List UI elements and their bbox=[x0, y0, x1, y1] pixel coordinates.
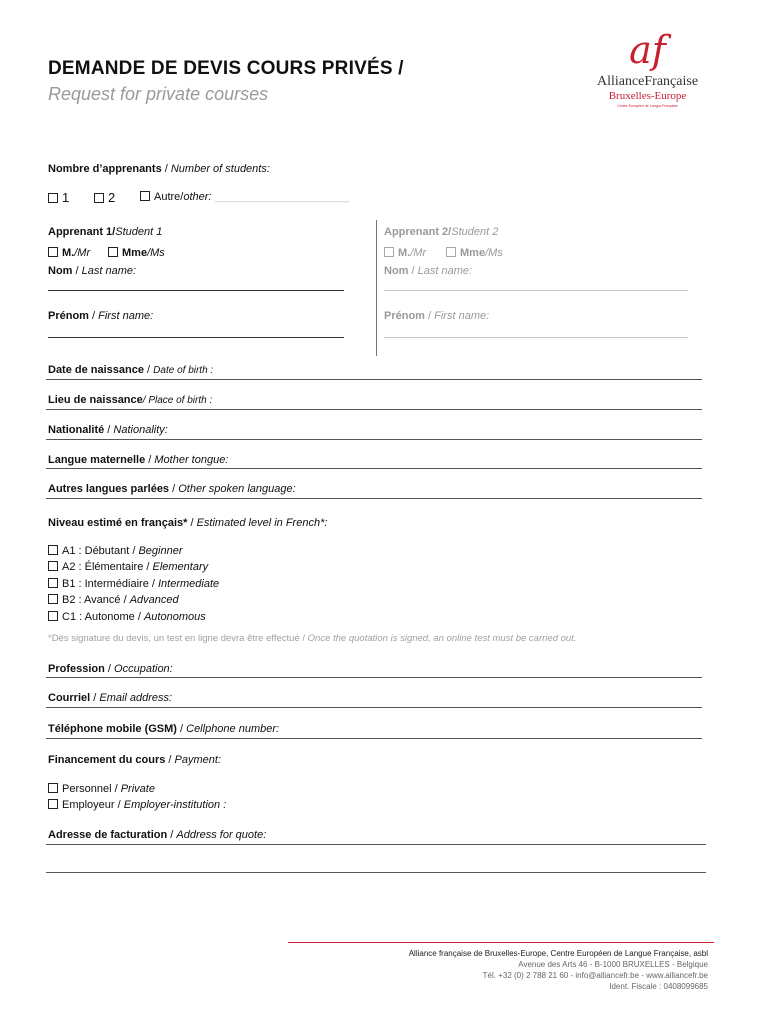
billing-address-field-2[interactable] bbox=[46, 872, 706, 873]
level-option-b1[interactable]: B1 : Intermédiaire / Intermediate bbox=[48, 578, 219, 590]
student2-mme-option[interactable]: Mme/Ms bbox=[446, 247, 503, 259]
level-label: Niveau estimé en français* / Estimated level in French*: bbox=[48, 517, 328, 529]
logo-tagline: Centre Européen de Langue Française bbox=[617, 104, 678, 108]
phone-label: Téléphone mobile (GSM) / Cellphone number: bbox=[48, 723, 280, 735]
student2-lastname-label: Nom / Last name: bbox=[384, 265, 473, 277]
student1-heading: Apprenant 1/Student 1 bbox=[48, 226, 163, 238]
profession-label: Profession / Occupation: bbox=[48, 663, 173, 675]
checkbox-icon[interactable] bbox=[108, 247, 118, 257]
checkbox-icon[interactable] bbox=[140, 191, 150, 201]
checkbox-icon[interactable] bbox=[48, 611, 58, 621]
level-option-a1[interactable]: A1 : Débutant / Beginner bbox=[48, 545, 183, 557]
nationality-label: Nationalité / Nationality: bbox=[48, 424, 168, 436]
other-languages-label: Autres langues parlées / Other spoken language: bbox=[48, 483, 296, 495]
payment-label: Financement du cours / Payment: bbox=[48, 754, 221, 766]
student2-mr-option[interactable]: M./Mr bbox=[384, 247, 426, 259]
other-languages-field[interactable] bbox=[46, 498, 702, 499]
student2-lastname-field[interactable] bbox=[384, 290, 688, 291]
billing-address-field-1[interactable] bbox=[46, 844, 706, 845]
payment-option-private[interactable]: Personnel / Private bbox=[48, 783, 155, 795]
level-note: *Dès signature du devis, un test en ligne devra être effectué / Once the quotation is signed, an online test must be carried out. bbox=[48, 633, 577, 644]
students-count-1[interactable]: 1 bbox=[48, 190, 69, 205]
students-count-other[interactable]: Autre/other: ______________________ bbox=[140, 191, 349, 203]
checkbox-icon[interactable] bbox=[446, 247, 456, 257]
phone-field[interactable] bbox=[46, 738, 702, 739]
checkbox-icon[interactable] bbox=[48, 561, 58, 571]
logo-mark: af bbox=[629, 28, 666, 72]
level-option-c1[interactable]: C1 : Autonome / Autonomous bbox=[48, 611, 206, 623]
birthplace-field[interactable] bbox=[46, 409, 702, 410]
student1-firstname-field[interactable] bbox=[48, 337, 344, 338]
student2-firstname-label: Prénom / First name: bbox=[384, 310, 490, 322]
level-option-a2[interactable]: A2 : Élémentaire / Elementary bbox=[48, 561, 208, 573]
checkbox-icon[interactable] bbox=[48, 783, 58, 793]
logo-sub: Bruxelles-Europe bbox=[608, 90, 687, 102]
level-option-b2[interactable]: B2 : Avancé / Advanced bbox=[48, 594, 179, 606]
profession-field[interactable] bbox=[46, 677, 702, 678]
column-divider bbox=[376, 220, 377, 356]
mother-tongue-label: Langue maternelle / Mother tongue: bbox=[48, 454, 229, 466]
birthdate-field[interactable] bbox=[46, 379, 702, 380]
student1-mme-option[interactable]: Mme/Ms bbox=[108, 247, 165, 259]
checkbox-icon[interactable] bbox=[48, 545, 58, 555]
page-subtitle: Request for private courses bbox=[48, 84, 269, 104]
nationality-field[interactable] bbox=[46, 439, 702, 440]
billing-address-label: Adresse de facturation / Address for quote: bbox=[48, 829, 267, 841]
footer-divider bbox=[288, 942, 714, 943]
students-count-label: Nombre d’apprenants / Number of students: bbox=[48, 163, 270, 175]
student1-mr-option[interactable]: M./Mr bbox=[48, 247, 90, 259]
students-count-other-field[interactable]: ______________________ bbox=[214, 191, 350, 203]
students-count-2[interactable]: 2 bbox=[94, 190, 115, 205]
checkbox-icon[interactable] bbox=[94, 193, 104, 203]
student1-firstname-label: Prénom / First name: bbox=[48, 310, 154, 322]
checkbox-icon[interactable] bbox=[48, 247, 58, 257]
alliance-francaise-logo bbox=[585, 30, 710, 109]
checkbox-icon[interactable] bbox=[48, 193, 58, 203]
checkbox-icon[interactable] bbox=[384, 247, 394, 257]
footer-address: Alliance française de Bruxelles-Europe, Centre Européen de Langue Française, asbl Avenue des Arts 46 - B-1000 BRUXELLES - Belgique Tél. +32 (0) 2 788 21 60 - info@alliancefr.be - www.alliancefr.be Ident. Fiscale : 0408099685 bbox=[408, 949, 708, 991]
student1-lastname-field[interactable] bbox=[48, 290, 344, 291]
mother-tongue-field[interactable] bbox=[46, 468, 702, 469]
payment-option-employer[interactable]: Employeur / Employer-institution : bbox=[48, 799, 226, 811]
checkbox-icon[interactable] bbox=[48, 578, 58, 588]
logo-name: AllianceFrançaise bbox=[596, 74, 699, 89]
birthplace-label: Lieu de naissance/ Place of birth : bbox=[48, 394, 213, 406]
student1-lastname-label: Nom / Last name: bbox=[48, 265, 137, 277]
checkbox-icon[interactable] bbox=[48, 799, 58, 809]
email-label: Courriel / Email address: bbox=[48, 692, 173, 704]
birthdate-label: Date de naissance / Date of birth : bbox=[48, 364, 214, 376]
page-title: DEMANDE DE DEVIS COURS PRIVÉS / bbox=[48, 58, 404, 79]
checkbox-icon[interactable] bbox=[48, 594, 58, 604]
student2-firstname-field[interactable] bbox=[384, 337, 688, 338]
email-field[interactable] bbox=[46, 707, 702, 708]
student2-heading: Apprenant 2/Student 2 bbox=[384, 226, 499, 238]
